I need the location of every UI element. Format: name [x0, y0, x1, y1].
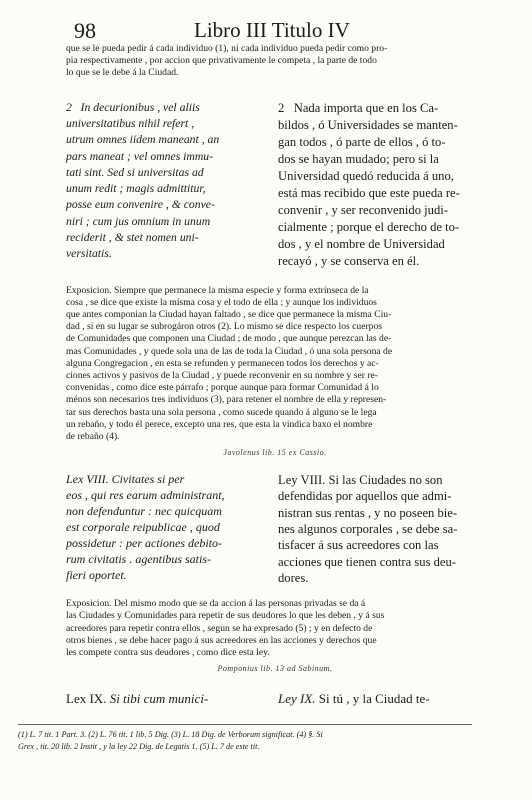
law-8-latin	[66, 472, 262, 586]
law-label: Ley IX.	[278, 691, 316, 707]
text-line: eos , qui res earum administrant,	[66, 488, 225, 503]
page-header	[66, 16, 484, 50]
text-line: universitatibus nihil refert ,	[66, 116, 195, 130]
page-number: 98	[74, 18, 96, 43]
footnotes	[18, 724, 472, 752]
text-line: Universidad quedó reducida á uno,	[278, 168, 454, 183]
text-line: defendidas por aquellos que admi-	[278, 489, 452, 504]
running-title: Libro III Titulo IV	[194, 18, 350, 42]
text-line: que antes componian la Ciudad hayan faltado , se dice que permanece la misma Ciu-	[66, 308, 392, 320]
text-line: nes algunos corporales , se debe sa-	[278, 522, 458, 537]
law-label: Lex IX.	[66, 691, 107, 707]
text-line: dores.	[278, 570, 309, 585]
law-8-spanish	[278, 472, 484, 586]
text-line: 2 Nada importa que en los Ca-	[278, 100, 439, 115]
text-line: bildos , ó Universidades se manten-	[278, 117, 458, 132]
text-line: pia respectivamente , por accion que privativamente le competa , la parte de todo	[66, 55, 377, 67]
exposition-2	[66, 598, 484, 673]
text-line: utrum omnes iidem maneant , an	[66, 133, 220, 147]
text-line: un rebaño, y todo él perece, excepto una res, que esta la vindica baxo el nombre	[66, 418, 373, 430]
text-line: dad , si en su lugar se subrogáron otros (2). Lo mismo se dice respecto los cuerpos	[66, 321, 382, 333]
text-line: tar sus derechos basta una sola persona , como sucede quando á alguno se le lega	[66, 406, 377, 418]
text-line: Lex VIII. Civitates si per	[66, 472, 185, 487]
text-line: nistran sus rentas , y no poseen bie-	[278, 505, 458, 520]
book-page	[66, 16, 484, 708]
text-line: de Comunidades que componen una Ciudad ; de modo , que aunque perezcan las de-	[66, 333, 392, 345]
text-line: que se le pueda pedir á cada individuo (1), ni cada individuo pueda pedir como pro-	[66, 43, 388, 54]
exposition-text	[66, 285, 484, 444]
text-line: alguna Congregacion , en esta se refunden y permanecen todos los derechos y ac-	[66, 357, 379, 369]
exposition-text	[66, 598, 484, 659]
text-line: posse eum convenire , & conve-	[66, 198, 215, 212]
text-line: otros bienes , se debe hacer pago á sus acreedores en las acciones y derechos que	[66, 634, 377, 646]
text-line: recayó , y se conserva en él.	[278, 254, 420, 269]
text-line: pars maneat ; vel omnes immu-	[66, 149, 214, 163]
text-line: Exposicion. Siempre que permanece la misma especie y forma extrínseca de la	[66, 284, 369, 296]
text-line: niri ; cum jus omnium in unum	[66, 214, 211, 228]
text-line: rum civitatis . agentibus satis-	[66, 551, 211, 566]
law-text: Si tú , y la Ciudad te-	[315, 691, 430, 707]
text-line: lo que se le debe á la Ciudad.	[66, 67, 179, 79]
text-line: está mas recibido que este pueda re-	[278, 186, 460, 201]
text-line: unum redit ; magis admittitur,	[66, 182, 206, 196]
source-citation: Javolenus lib. 15 ex Cassio.	[223, 448, 327, 458]
text-line: convenir , y ser reconvenido judi-	[278, 203, 448, 218]
text-line: las Ciudades y Comunidades para repetir de sus deudores lo que les deben , y á sus	[66, 610, 385, 622]
law-2-latin	[66, 100, 262, 271]
text-line: versitatis.	[66, 247, 112, 261]
source-citation: Pomponius lib. 13 ad Sabinum.	[217, 664, 333, 674]
text-line: acreedores para repetir contra ellos , segun se ha expresado (5) ; y en defecto de	[66, 622, 373, 634]
text-line: mas Comunidades , y quede sola una de las de toda la Ciudad , ó una sola persona de	[66, 345, 393, 357]
exposition-1	[66, 285, 484, 458]
law-2-columns	[66, 100, 484, 271]
law-9-columns	[66, 691, 484, 707]
text-line: Ley VIII. Si las Ciudades no son	[278, 473, 443, 488]
law-2-spanish	[278, 100, 484, 271]
text-line: est corporale reipublicae , quod	[66, 519, 220, 534]
text-line: ménos son necesarios tres individuos (3), para retener el nombre de ella y represen-	[66, 394, 387, 406]
footnote-line: Grex , tit. 20 lib. 2 Instit , y la ley 22 Dig. de Legatis 1. (5) L. 7 de este tit.	[18, 741, 260, 751]
text-line: reciderit , & stet nomen uni-	[66, 230, 199, 244]
law-text: Si tibi cum munici-	[106, 691, 209, 707]
text-line: tisfacer á sus acreedores con las	[278, 538, 439, 553]
text-line: les compete contra sus deudores , como dice esta ley.	[66, 647, 270, 659]
text-line: acciones que tienen contra sus deu-	[278, 554, 456, 569]
text-line: ciones activos y pasivos de la Ciudad , y puede reconvenir en su nombre y ser re-	[66, 369, 378, 381]
law-9-spanish	[278, 691, 484, 707]
text-line: dos se hayan mudado; pero si la	[278, 151, 439, 166]
text-line: 2 In decurionibus , vel aliis	[66, 100, 200, 114]
text-line: Exposicion. Del mismo modo que se da accion á las personas privadas se da á	[66, 598, 366, 610]
text-line: convenidas , como dice este párrafo ; porque aunque para formar Comunidad á lo	[66, 382, 379, 394]
text-line: non defenduntur : nec quicquam	[66, 504, 222, 518]
text-line: possidetur : per actiones debito-	[66, 535, 222, 550]
law-9-latin	[66, 691, 262, 707]
text-line: de rebaño (4).	[66, 430, 120, 442]
footnote-line: (1) L. 7 tit. 1 Part. 3. (2) L. 76 tit. 1 lib. 5 Dig. (3) L. 18 Dig. de Verborum significat. (4) §. Si	[18, 730, 323, 739]
law-8-columns	[66, 472, 484, 586]
text-line: gan todos , ó parte de ellos , ó to-	[278, 134, 446, 149]
text-line: tati sint. Sed si universitas ad	[66, 165, 204, 179]
text-line: fieri oportet.	[66, 567, 127, 582]
text-line: dos , y el nombre de Universidad	[278, 237, 445, 252]
text-line: cialmente ; porque el derecho de to-	[278, 220, 460, 235]
text-line: cosa , se dice que existe la misma cosa y el todo de ella ; y aunque los individuos	[66, 296, 377, 308]
